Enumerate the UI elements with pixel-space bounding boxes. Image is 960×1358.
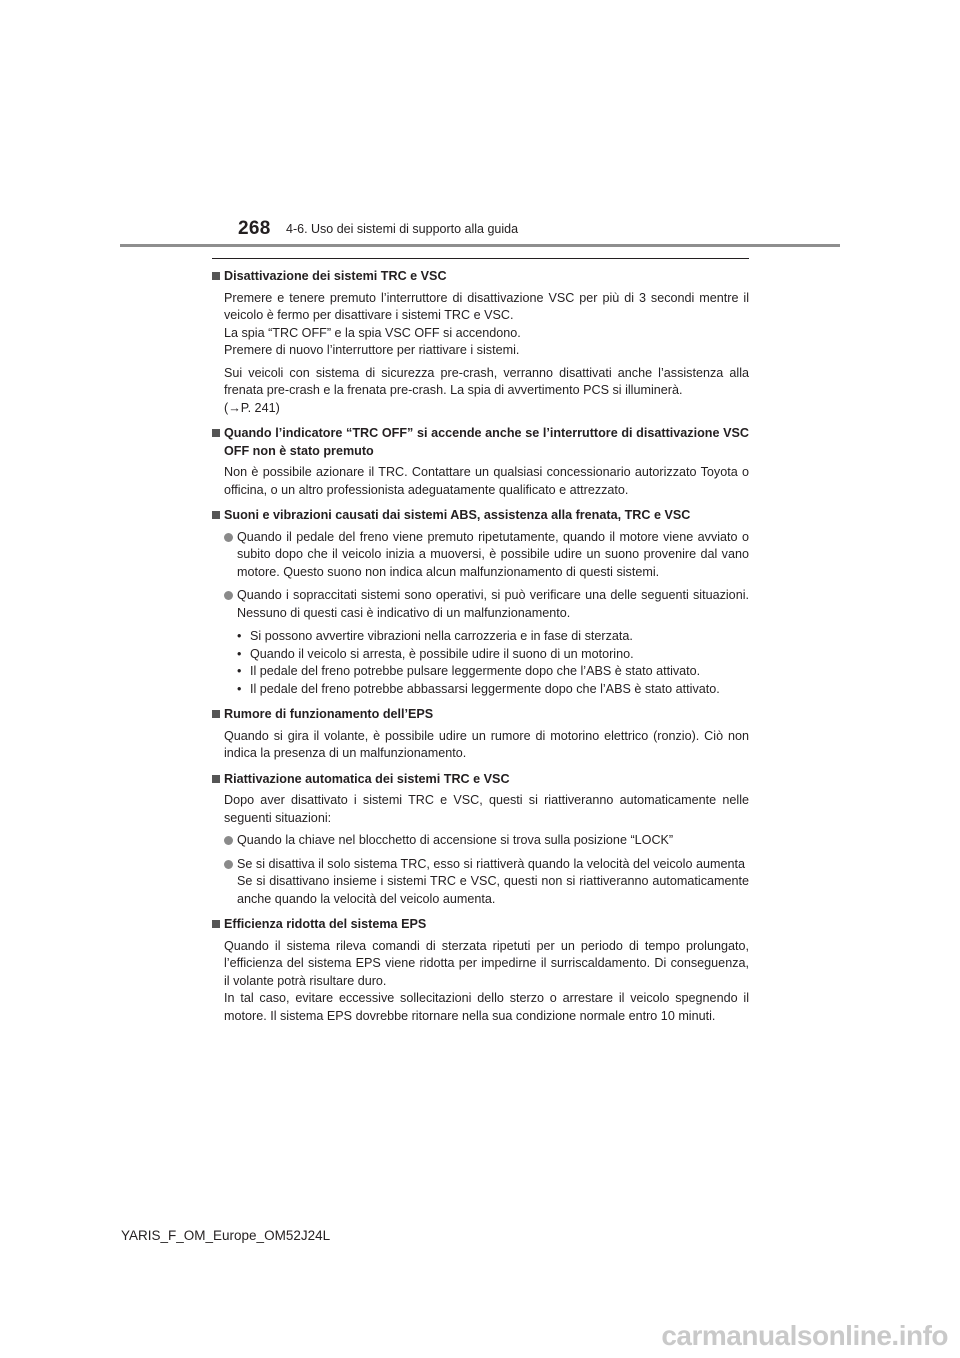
section-title: Efficienza ridotta del sistema EPS <box>212 916 749 934</box>
page-number: 268 <box>238 218 271 239</box>
round-bullet-icon <box>224 860 233 869</box>
round-bullet-icon <box>224 533 233 542</box>
list-item: Se si disattiva il solo sistema TRC, esso si riattiverà quando la velocità del veicolo aumenta Se si disattivano insieme i sistemi TRC e VSC, questi non si riattiveranno automaticamente anche quando la velocità del veicolo aumenta. <box>212 856 749 909</box>
sub-list-item: • Si possono avvertire vibrazioni nella carrozzeria e in fase di sterzata. <box>237 628 749 646</box>
bullet-mark: • <box>237 629 242 643</box>
page-header <box>0 0 960 250</box>
list-item: Quando i sopraccitati sistemi sono operativi, si può verificare una delle seguenti situazioni. Nessuno di questi casi è indicativo di un malfunzionamento. <box>212 587 749 622</box>
section-eps-noise <box>212 706 749 763</box>
header-rule <box>120 244 840 247</box>
square-bullet-icon <box>212 429 220 437</box>
paragraph <box>212 290 749 360</box>
paragraph-line: In tal caso, evitare eccessive sollecitazioni dello sterzo o arrestare il veicolo spegnendo il motore. Il sistema EPS dovrebbe ritornare nella sua condizione normale entro 10 minuti. <box>224 991 749 1023</box>
section-disable-trc-vsc <box>212 268 749 417</box>
bullet-mark: • <box>237 664 242 678</box>
paragraph-line: La spia “TRC OFF” e la spia VSC OFF si accendono. <box>224 325 521 340</box>
section-auto-reactivation <box>212 771 749 909</box>
bullet-mark: • <box>237 646 242 661</box>
paragraph-line: Premere di nuovo l’interruttore per riattivare i sistemi. <box>224 343 520 357</box>
section-divider <box>212 258 749 259</box>
square-bullet-icon <box>212 710 220 718</box>
square-bullet-icon <box>212 511 220 519</box>
sub-list-item: • Quando il veicolo si arresta, è possibile udire il suono di un motorino. <box>237 646 749 664</box>
section-title: Disattivazione dei sistemi TRC e VSC <box>212 268 749 286</box>
page-content <box>212 258 749 1033</box>
paragraph-line: Quando il sistema rileva comandi di sterzata ripetuti per un periodo di tempo prolungato, l’efficienza del sistema EPS viene ridotta per impedirne il surriscaldamento. Di conseguenza, il volante potrà risultare duro. <box>224 938 749 988</box>
list-item: Quando il pedale del freno viene premuto ripetutamente, quando il motore viene avviato o subito dopo che il veicolo inizia a muoversi, è possibile udire un suono provenire dal vano motore. Questo suono non indica alcun malfunzionamento di questi sistemi. <box>212 529 749 582</box>
watermark: carmanualsonline.info <box>661 1320 948 1351</box>
paragraph-line: Premere e tenere premuto l’interruttore di disattivazione VSC per più di 3 secondi mentre il veicolo è fermo per disattivare i sistemi TRC e VSC. <box>224 290 749 322</box>
sub-list-item: • Il pedale del freno potrebbe pulsare leggermente dopo che l’ABS è stato attivato. <box>237 663 749 681</box>
page-reference: (→P. 241) <box>224 400 280 415</box>
chapter-title: 4-6. Uso dei sistemi di supporto alla guida <box>286 222 519 236</box>
section-trc-off-indicator <box>212 425 749 499</box>
section-title: Riattivazione automatica dei sistemi TRC e VSC <box>212 771 749 789</box>
paragraph: Dopo aver disattivato i sistemi TRC e VSC, questi si riattiveranno automaticamente nelle seguenti situazioni: <box>224 793 749 825</box>
paragraph <box>212 938 749 1026</box>
round-bullet-icon <box>224 591 233 600</box>
section-sounds-vibrations <box>212 507 749 698</box>
sub-list <box>212 628 749 698</box>
round-bullet-icon <box>224 836 233 845</box>
paragraph: Quando si gira il volante, è possibile udire un rumore di motorino elettrico (ronzio). Ciò non indica la presenza di un malfunzionamento. <box>224 728 749 760</box>
sub-list-item: • Il pedale del freno potrebbe abbassarsi leggermente dopo che l’ABS è stato attivato. <box>237 681 749 699</box>
document-code: YARIS_F_OM_Europe_OM52J24L <box>121 1228 331 1243</box>
paragraph-line: Sui veicoli con sistema di sicurezza pre-crash, verranno disattivati anche l’assistenza alla frenata pre-crash e la frenata pre-crash. La spia di avvertimento PCS si illuminerà. <box>224 365 749 397</box>
square-bullet-icon <box>212 920 220 928</box>
paragraph <box>212 365 749 418</box>
section-title: Suoni e vibrazioni causati dai sistemi ABS, assistenza alla frenata, TRC e VSC <box>212 507 749 525</box>
section-eps-reduced <box>212 916 749 1025</box>
paragraph: Non è possibile azionare il TRC. Contattare un qualsiasi concessionario autorizzato Toyota o officina, o un altro professionista adeguatamente qualificato e attrezzato. <box>224 465 749 497</box>
bullet-mark: • <box>237 681 242 696</box>
list-item: Quando la chiave nel blocchetto di accensione si trova sulla posizione “LOCK” <box>212 832 749 850</box>
section-title: Quando l’indicatore “TRC OFF” si accende anche se l’interruttore di disattivazione VSC OFF non è stato premuto <box>212 425 749 460</box>
section-title: Rumore di funzionamento dell’EPS <box>212 706 749 724</box>
square-bullet-icon <box>212 775 220 783</box>
square-bullet-icon <box>212 272 220 280</box>
